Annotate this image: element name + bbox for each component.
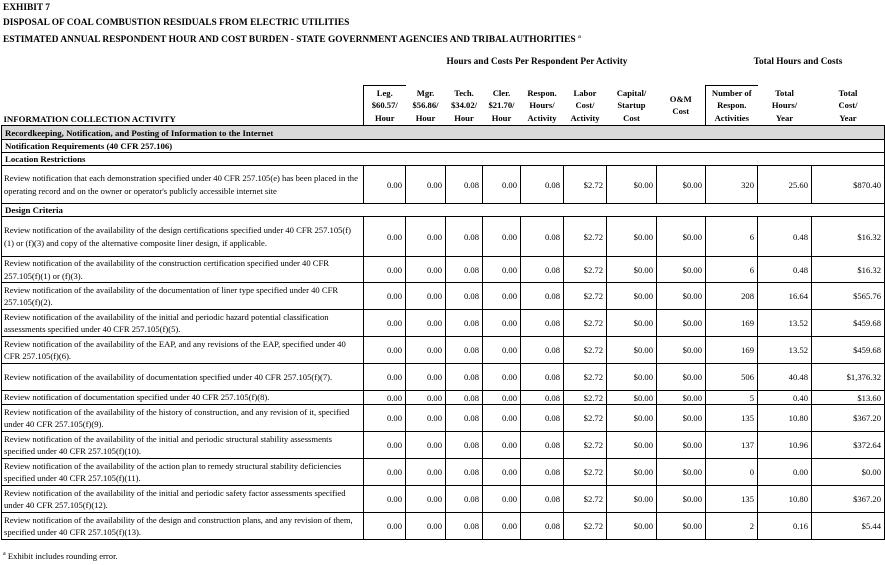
table-row (2, 486, 885, 513)
capital-cost-cell: $0.00 (607, 459, 657, 486)
leg-hours-cell: 0.00 (364, 217, 406, 257)
burden-table (1, 85, 885, 540)
mgr-hours-cell: 0.00 (406, 405, 446, 432)
cler-hours-cell: 0.00 (483, 310, 521, 337)
cler-hours-cell: 0.00 (483, 513, 521, 540)
total-cost-cell: $367.20 (812, 486, 885, 513)
labor-cost-cell: $2.72 (564, 364, 607, 391)
labor-cost-cell: $2.72 (564, 166, 607, 204)
num-activities-cell: 135 (706, 405, 758, 432)
labor-cost-cell: $2.72 (564, 405, 607, 432)
tech-hours-cell: 0.08 (446, 486, 483, 513)
labor-cost-cell: $2.72 (564, 486, 607, 513)
om-cost-cell: $0.00 (657, 405, 706, 432)
respon-hours-cell: 0.08 (521, 337, 564, 364)
section-notification (2, 140, 885, 153)
total-cost-cell: $870.40 (812, 166, 885, 204)
mgr-hours-cell: 0.00 (406, 486, 446, 513)
cler-hours-cell: 0.00 (483, 166, 521, 204)
leg-hours-cell: 0.00 (364, 337, 406, 364)
activity-description: Review notification that each demonstration specified under 40 CFR 257.105(e) has been placed in the operating record and on the owner or operator's publicly accessible internet site (2, 166, 364, 204)
mgr-hours-cell: 0.00 (406, 257, 446, 283)
labor-cost-cell: $2.72 (564, 391, 607, 405)
capital-cost-cell: $0.00 (607, 432, 657, 459)
total-hours-cell: 0.48 (758, 257, 812, 283)
total-cost-cell: $459.68 (812, 310, 885, 337)
leg-hours-cell: 0.00 (364, 513, 406, 540)
respon-hours-cell: 0.08 (521, 310, 564, 337)
table-row (2, 513, 885, 540)
exhibit-subtitle (3, 33, 581, 45)
table-row (2, 391, 885, 405)
mgr-hours-cell: 0.00 (406, 364, 446, 391)
cler-hours-cell: 0.00 (483, 257, 521, 283)
total-hours-cell: 25.60 (758, 166, 812, 204)
leg-hours-cell: 0.00 (364, 364, 406, 391)
total-hours-cell: 10.80 (758, 405, 812, 432)
mgr-hours-cell: 0.00 (406, 391, 446, 405)
num-activities-cell: 320 (706, 166, 758, 204)
mgr-hours-cell: 0.00 (406, 310, 446, 337)
respon-hours-cell: 0.08 (521, 405, 564, 432)
table-row (2, 405, 885, 432)
table-row (2, 337, 885, 364)
om-cost-cell: $0.00 (657, 459, 706, 486)
footnote (3, 551, 118, 561)
table-row (2, 166, 885, 204)
total-cost-cell: $5.44 (812, 513, 885, 540)
respon-hours-cell: 0.08 (521, 513, 564, 540)
labor-cost-cell: $2.72 (564, 283, 607, 310)
total-cost-cell: $13.60 (812, 391, 885, 405)
footnote-text: Exhibit includes rounding error. (5, 551, 118, 561)
subtitle-text: ESTIMATED ANNUAL RESPONDENT HOUR AND COST BURDEN - STATE GOVERNMENT AGENCIES AND TRIBAL AUTHORITIES (3, 35, 576, 46)
om-cost-cell: $0.00 (657, 432, 706, 459)
num-activities-cell: 208 (706, 283, 758, 310)
mgr-hours-cell: 0.00 (406, 217, 446, 257)
capital-cost-cell: $0.00 (607, 310, 657, 337)
total-hours-cell: 0.48 (758, 217, 812, 257)
tech-hours-cell: 0.08 (446, 432, 483, 459)
col-activity: INFORMATION COLLECTION ACTIVITY (2, 86, 364, 126)
tech-hours-cell: 0.08 (446, 364, 483, 391)
activity-description: Review notification of the availability of the initial and periodic hazard potential classification assessments specified under 40 CFR 257.105(f)(5). (2, 310, 364, 337)
om-cost-cell: $0.00 (657, 257, 706, 283)
section-label: Location Restrictions (2, 153, 885, 166)
total-hours-cell: 16.64 (758, 283, 812, 310)
total-cost-cell: $1,376.32 (812, 364, 885, 391)
mgr-hours-cell: 0.00 (406, 166, 446, 204)
num-activities-cell: 2 (706, 513, 758, 540)
col-labor-cost: Labor Cost/ Activity (564, 86, 607, 126)
col-mgr: Mgr. $56.86/ Hour (406, 86, 446, 126)
capital-cost-cell: $0.00 (607, 391, 657, 405)
activity-description: Review notification of the availability of the documentation of liner type specified under 40 CFR 257.105(f)(2). (2, 283, 364, 310)
respon-hours-cell: 0.08 (521, 432, 564, 459)
exhibit-number: EXHIBIT 7 (3, 3, 50, 13)
total-cost-cell: $0.00 (812, 459, 885, 486)
table-row (2, 432, 885, 459)
tech-hours-cell: 0.08 (446, 217, 483, 257)
mgr-hours-cell: 0.00 (406, 337, 446, 364)
section-recordkeeping (2, 126, 885, 140)
num-activities-cell: 6 (706, 217, 758, 257)
capital-cost-cell: $0.00 (607, 337, 657, 364)
capital-cost-cell: $0.00 (607, 166, 657, 204)
table-row (2, 283, 885, 310)
num-activities-cell: 506 (706, 364, 758, 391)
total-hours-cell: 0.40 (758, 391, 812, 405)
col-total-cost: Total Cost/ Year (812, 86, 885, 126)
total-cost-cell: $16.32 (812, 217, 885, 257)
cler-hours-cell: 0.00 (483, 432, 521, 459)
capital-cost-cell: $0.00 (607, 257, 657, 283)
section-label: Notification Requirements (40 CFR 257.106) (2, 140, 885, 153)
tech-hours-cell: 0.08 (446, 459, 483, 486)
tech-hours-cell: 0.08 (446, 391, 483, 405)
total-hours-cell: 0.00 (758, 459, 812, 486)
section-label: Recordkeeping, Notification, and Posting of Information to the Internet (2, 126, 885, 140)
table-row (2, 217, 885, 257)
capital-cost-cell: $0.00 (607, 405, 657, 432)
footnote-mark: a (3, 551, 6, 558)
activity-description: Review notification of the availability of the initial and periodic structural stability assessments specified under 40 CFR 257.105(f)(10). (2, 432, 364, 459)
respon-hours-cell: 0.08 (521, 217, 564, 257)
total-hours-cell: 10.96 (758, 432, 812, 459)
column-header-row (2, 86, 885, 126)
col-total-hours: Total Hours/ Year (758, 86, 812, 126)
subtitle-footnote-mark: a (577, 33, 581, 40)
cler-hours-cell: 0.00 (483, 459, 521, 486)
tech-hours-cell: 0.08 (446, 166, 483, 204)
total-cost-cell: $565.76 (812, 283, 885, 310)
tech-hours-cell: 0.08 (446, 310, 483, 337)
num-activities-cell: 135 (706, 486, 758, 513)
total-cost-cell: $16.32 (812, 257, 885, 283)
respon-hours-cell: 0.08 (521, 486, 564, 513)
mgr-hours-cell: 0.00 (406, 283, 446, 310)
section-design (2, 204, 885, 217)
respon-hours-cell: 0.08 (521, 283, 564, 310)
respon-hours-cell: 0.08 (521, 459, 564, 486)
mgr-hours-cell: 0.00 (406, 459, 446, 486)
tech-hours-cell: 0.08 (446, 513, 483, 540)
tech-hours-cell: 0.08 (446, 405, 483, 432)
total-hours-cell: 0.16 (758, 513, 812, 540)
om-cost-cell: $0.00 (657, 310, 706, 337)
cler-hours-cell: 0.00 (483, 283, 521, 310)
respon-hours-cell: 0.08 (521, 257, 564, 283)
num-activities-cell: 137 (706, 432, 758, 459)
labor-cost-cell: $2.72 (564, 432, 607, 459)
cler-hours-cell: 0.00 (483, 337, 521, 364)
leg-hours-cell: 0.00 (364, 486, 406, 513)
labor-cost-cell: $2.72 (564, 217, 607, 257)
activity-description: Review notification of the availability of the design certifications specified under 40 CFR 257.105(f)(1) or (f)(3) and copy of the alternative composite liner design, if applicable. (2, 217, 364, 257)
total-hours-cell: 13.52 (758, 310, 812, 337)
capital-cost-cell: $0.00 (607, 364, 657, 391)
table-row (2, 459, 885, 486)
col-leg: Leg. $60.57/ Hour (364, 86, 406, 126)
leg-hours-cell: 0.00 (364, 257, 406, 283)
capital-cost-cell: $0.00 (607, 513, 657, 540)
total-cost-cell: $367.20 (812, 405, 885, 432)
tech-hours-cell: 0.08 (446, 257, 483, 283)
respon-hours-cell: 0.08 (521, 391, 564, 405)
leg-hours-cell: 0.00 (364, 459, 406, 486)
cler-hours-cell: 0.00 (483, 364, 521, 391)
activity-description: Review notification of the availability of the EAP, and any revisions of the EAP, specified under 40 CFR 257.105(f)(6). (2, 337, 364, 364)
om-cost-cell: $0.00 (657, 217, 706, 257)
activity-description: Review notification of the availability of the design and construction plans, and any revision of them, specified under 40 CFR 257.105(f)(13). (2, 513, 364, 540)
activity-description: Review notification of the availability of documentation specified under 40 CFR 257.105(f)(7). (2, 364, 364, 391)
col-num-activities: Number of Respon. Activities (706, 86, 758, 126)
om-cost-cell: $0.00 (657, 166, 706, 204)
leg-hours-cell: 0.00 (364, 391, 406, 405)
num-activities-cell: 6 (706, 257, 758, 283)
capital-cost-cell: $0.00 (607, 283, 657, 310)
leg-hours-cell: 0.00 (364, 405, 406, 432)
mgr-hours-cell: 0.00 (406, 513, 446, 540)
mgr-hours-cell: 0.00 (406, 432, 446, 459)
group-per-activity: Hours and Costs Per Respondent Per Activity (446, 57, 628, 67)
labor-cost-cell: $2.72 (564, 459, 607, 486)
cler-hours-cell: 0.00 (483, 486, 521, 513)
leg-hours-cell: 0.00 (364, 166, 406, 204)
num-activities-cell: 0 (706, 459, 758, 486)
section-location (2, 153, 885, 166)
leg-hours-cell: 0.00 (364, 310, 406, 337)
respon-hours-cell: 0.08 (521, 166, 564, 204)
capital-cost-cell: $0.00 (607, 486, 657, 513)
labor-cost-cell: $2.72 (564, 310, 607, 337)
activity-description: Review notification of the availability of the history of construction, and any revision of it, specified under 40 CFR 257.105(f)(9). (2, 405, 364, 432)
labor-cost-cell: $2.72 (564, 257, 607, 283)
respon-hours-cell: 0.08 (521, 364, 564, 391)
activity-description: Review notification of the availability of the initial and periodic safety factor assessments specified under 40 CFR 257.105(f)(12). (2, 486, 364, 513)
num-activities-cell: 169 (706, 310, 758, 337)
section-label: Design Criteria (2, 204, 885, 217)
total-hours-cell: 40.48 (758, 364, 812, 391)
capital-cost-cell: $0.00 (607, 217, 657, 257)
col-om: O&M Cost (657, 86, 706, 126)
om-cost-cell: $0.00 (657, 337, 706, 364)
leg-hours-cell: 0.00 (364, 283, 406, 310)
cler-hours-cell: 0.00 (483, 405, 521, 432)
col-capital: Capital/ Startup Cost (607, 86, 657, 126)
activity-description: Review notification of the availability of the action plan to remedy structural stability deficiencies specified under 40 CFR 257.105(f)(11). (2, 459, 364, 486)
om-cost-cell: $0.00 (657, 391, 706, 405)
leg-hours-cell: 0.00 (364, 432, 406, 459)
labor-cost-cell: $2.72 (564, 337, 607, 364)
table-row (2, 310, 885, 337)
col-respon-hours: Respon. Hours/ Activity (521, 86, 564, 126)
labor-cost-cell: $2.72 (564, 513, 607, 540)
total-hours-cell: 10.80 (758, 486, 812, 513)
num-activities-cell: 169 (706, 337, 758, 364)
table-row (2, 364, 885, 391)
om-cost-cell: $0.00 (657, 283, 706, 310)
activity-description: Review notification of the availability of the construction certification specified under 40 CFR 257.105(f)(1) or (f)(3). (2, 257, 364, 283)
om-cost-cell: $0.00 (657, 364, 706, 391)
col-tech: Tech. $34.02/ Hour (446, 86, 483, 126)
activity-description: Review notification of documentation specified under 40 CFR 257.105(f)(8). (2, 391, 364, 405)
total-cost-cell: $372.64 (812, 432, 885, 459)
om-cost-cell: $0.00 (657, 486, 706, 513)
table-row (2, 257, 885, 283)
tech-hours-cell: 0.08 (446, 283, 483, 310)
group-totals: Total Hours and Costs (753, 57, 843, 67)
cler-hours-cell: 0.00 (483, 217, 521, 257)
num-activities-cell: 5 (706, 391, 758, 405)
total-hours-cell: 13.52 (758, 337, 812, 364)
exhibit-title: DISPOSAL OF COAL COMBUSTION RESIDUALS FROM ELECTRIC UTILITIES (3, 18, 350, 28)
tech-hours-cell: 0.08 (446, 337, 483, 364)
total-cost-cell: $459.68 (812, 337, 885, 364)
cler-hours-cell: 0.00 (483, 391, 521, 405)
om-cost-cell: $0.00 (657, 513, 706, 540)
col-cler: Cler. $21.70/ Hour (483, 86, 521, 126)
